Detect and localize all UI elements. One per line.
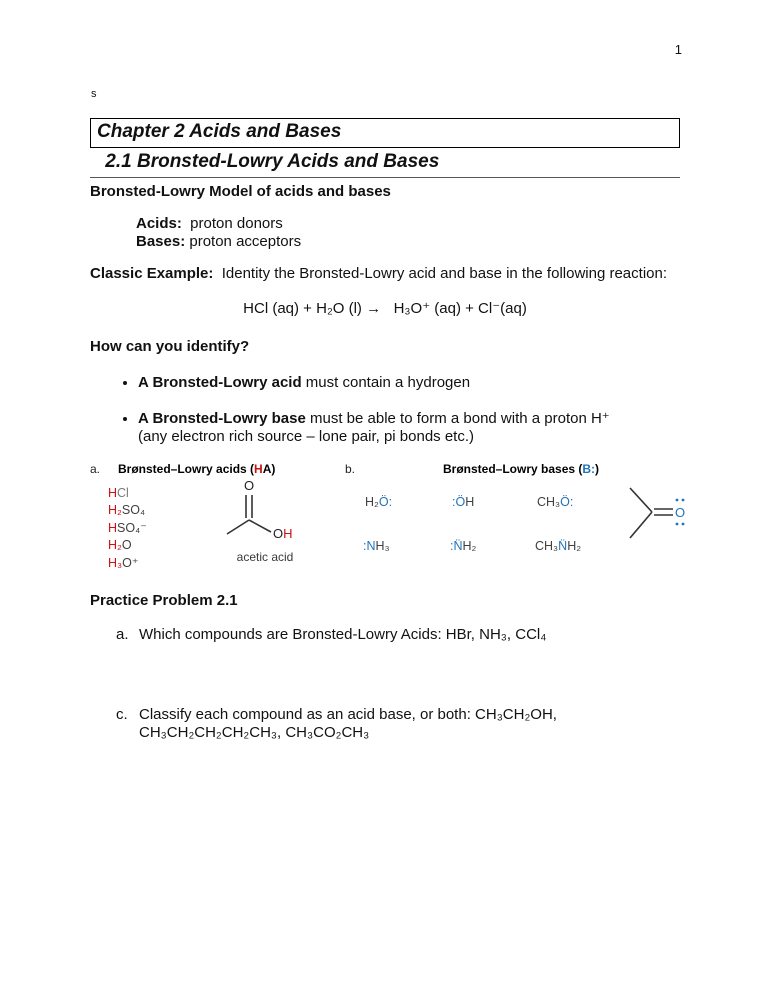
classic-example-label: Classic Example: [90, 264, 214, 282]
figure-acids-bases [90, 461, 686, 580]
base-formula-hydroxide: :ÖH [452, 494, 475, 509]
bullet-acid-bold: A Bronsted-Lowry acid [138, 373, 302, 391]
figure-label-b: b. [345, 461, 356, 476]
bullet-base-rest: must be able to form a bond with a proton H⁺ (any electron rich source – lone pair, pi bonds etc.) [138, 409, 614, 445]
acids-term: Acids: [136, 214, 182, 232]
acid-formula-h3o: H₃O⁺ [108, 555, 139, 570]
figure-bases-title: Brønsted–Lowry bases (B:) [443, 461, 600, 476]
carbonyl-oxygen-label: O [244, 477, 255, 493]
definition-acids [136, 215, 680, 233]
figure-label-a: a. [90, 461, 101, 476]
practice-item-a-label: a. [116, 625, 129, 643]
page-number: 1 [674, 42, 682, 57]
acid-formula-hso4: HSO₄⁻ [108, 520, 147, 535]
identify-bullet-list [120, 374, 680, 446]
alkyl-bond-line [630, 488, 652, 512]
base-formula-amide: :N̈H₂ [450, 538, 477, 553]
base-formula-water: H₂Ö: [365, 494, 393, 509]
acetic-acid-caption: acetic acid [236, 549, 294, 564]
stray-char: s [91, 88, 97, 100]
section-title: 2.1 Bronsted-Lowry Acids and Bases [90, 148, 680, 178]
acid-examples-list [108, 485, 147, 573]
identify-heading: How can you identify? [90, 337, 250, 355]
carbonyl-base-structure [626, 482, 692, 546]
acetic-acid-structure [216, 476, 312, 554]
practice-item-a [116, 626, 680, 644]
base-formula-ammonia: :NH₃ [363, 538, 390, 553]
base-formula-methoxide: CH₃Ö: [537, 494, 574, 509]
bullet-acid-rule [138, 374, 643, 392]
bases-term: Bases: [136, 232, 186, 250]
acids-definition: proton donors [181, 214, 283, 232]
carbonyl-base-oxygen-label: O [675, 504, 686, 520]
bullet-acid-rest: must contain a hydrogen [301, 373, 471, 391]
chapter-title: Chapter 2 Acids and Bases [90, 118, 680, 148]
practice-heading: Practice Problem 2.1 [90, 591, 238, 609]
acid-formula-h2so4: H₂SO₄ [108, 503, 146, 518]
reaction-equation: HCl (aq) + H₂O (l) → H₃O⁺ (aq) + Cl⁻(aq) [243, 299, 527, 317]
methyl-bond-line [227, 520, 249, 534]
practice-item-a-text: Which compounds are Bronsted-Lowry Acids: HBr, NH₃, CCl₄ [139, 625, 547, 643]
hydroxyl-label [273, 526, 293, 541]
hydroxyl-bond-line [249, 520, 271, 532]
model-heading: Bronsted-Lowry Model of acids and bases [90, 182, 391, 200]
document-content [90, 118, 686, 742]
definitions-block [136, 215, 680, 251]
bullet-base-bold: A Bronsted-Lowry base [138, 409, 306, 427]
bullet-base-rule [138, 410, 643, 446]
practice-item-c-text: Classify each compound as an acid base, or both: CH₃CH₂OH, CH₃CH₂CH₂CH₂CH₃, CH₃CO₂CH₃ [139, 705, 562, 741]
bases-definition: proton acceptors [185, 232, 302, 250]
acid-formula-hcl: HCl [108, 485, 129, 500]
classic-example-text: Identity the Bronsted-Lowry acid and base in the following reaction: [213, 264, 668, 282]
alkyl-bond-line [630, 512, 652, 538]
definition-bases [136, 233, 680, 251]
practice-item-c-label: c. [116, 705, 128, 723]
practice-item-c [116, 706, 680, 742]
base-formula-methylamine: CH₃N̈H₂ [535, 538, 582, 553]
classic-example-line [90, 265, 680, 283]
acid-formula-h2o: H₂O [108, 538, 132, 553]
acidic-hydrogen: H [283, 525, 293, 541]
figure-acids-title: Brønsted–Lowry acids (HA) [118, 461, 276, 476]
hydroxyl-oxygen: O [273, 525, 284, 541]
